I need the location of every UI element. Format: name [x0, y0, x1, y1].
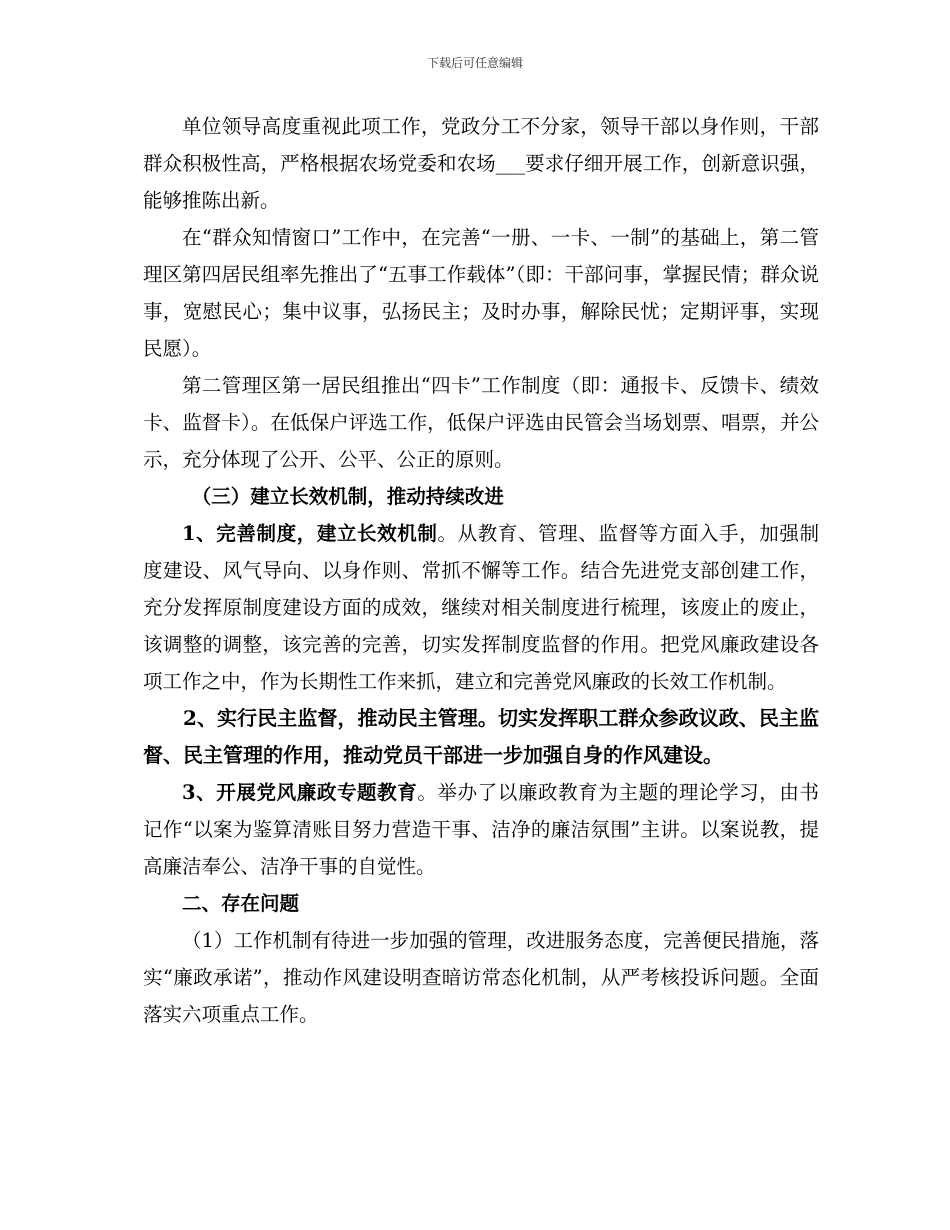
- paragraph-education-title: 3、开展党风廉政专题教育: [182, 781, 418, 804]
- paragraph-education-body: 。举办了以廉政教育为主题的理论学习，由书记作“以案为鉴算清账目努力营造干事、洁净的廉洁氛围”主讲。以案说教，提高廉洁奉公、洁净干事的自觉性。: [143, 781, 819, 878]
- paragraph-problem-1: （1）工作机制有待进一步加强的管理，改进服务态度，完善便民措施，落实“廉政承诺”，推动作风建设明查暗访常态化机制，从严考核投诉问题。全面落实六项重点工作。: [143, 929, 819, 1026]
- paragraph-system: [143, 515, 819, 700]
- paragraph-education: [143, 774, 819, 885]
- paragraph-four-cards: 第二管理区第一居民组推出“四卡”工作制度（即：通报卡、反馈卡、绩效卡、监督卡）。在低保户评选工作，低保户评选由民管会当场划票、唱票，并公示，充分体现了公开、公平、公正的原则。: [143, 374, 819, 471]
- paragraph-system-title: 1、完善制度，建立长效机制: [182, 522, 438, 545]
- paragraph-system-body: 。从教育、管理、监督等方面入手，加强制度建设、风气导向、以身作则、常抓不懈等工作。结合先进党支部创建工作，充分发挥原制度建设方面的成效，继续对相关制度进行梳理，该废止的废止，该调整的调整，该完善的完善，切实发挥制度监督的作用。把党风廉政建设各项工作之中，作为长期性工作来抓，建立和完善党风廉政的长效工作机制。: [143, 522, 819, 693]
- document-body: [143, 108, 819, 1033]
- paragraph-democratic: 2、实行民主监督，推动民主管理。切实发挥职工群众参政议政、民主监督、民主管理的作用，推动党员干部进一步加强自身的作风建设。: [143, 706, 819, 767]
- section-heading-long-term: （三）建立长效机制，推动持续改进: [191, 485, 504, 508]
- paragraph-leadership: 单位领导高度重视此项工作，党政分工不分家，领导干部以身作则，干部群众积极性高，严格根据农场党委和农场___要求仔细开展工作，创新意识强，能够推陈出新。: [143, 115, 819, 212]
- section-heading-problems: 二、存在问题: [182, 892, 300, 915]
- paragraph-window: 在“群众知情窗口”工作中，在完善“一册、一卡、一制”的基础上，第二管理区第四居民组率先推出了“五事工作载体”（即：干部问事，掌握民情；群众说事，宽慰民心；集中议事，弘扬民主；及时办事，解除民忧；定期评事，实现民愿）。: [143, 226, 819, 360]
- page-header: 下载后可任意编辑: [426, 56, 523, 70]
